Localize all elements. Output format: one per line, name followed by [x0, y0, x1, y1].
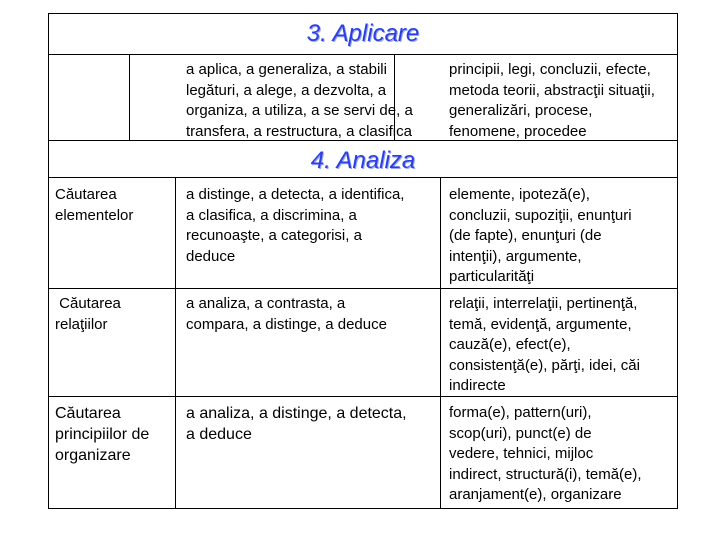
text-line: Căutarea [55, 405, 121, 422]
aplicare-verbs-cell [186, 60, 446, 142]
content-table [48, 13, 678, 509]
text-line: cauză(e), efect(e), [449, 336, 571, 353]
verbs-cell [186, 294, 446, 335]
row-label-cell [55, 403, 175, 466]
text-line: elemente, ipoteză(e), [449, 186, 590, 203]
text-line: generalizări, procese, [449, 102, 593, 119]
text-line: intenţii), argumente, [449, 247, 582, 265]
text-line: relaţiilor [55, 315, 108, 333]
verbs-cell [186, 185, 446, 267]
text-line: consistenţă(e), părţi, idei, căi [449, 356, 640, 374]
text-line: a clasifica, a discrimina, a [186, 206, 357, 224]
text-line: Căutarea [55, 186, 117, 203]
text-line: metoda teorii, abstracţii situaţii, [449, 81, 655, 99]
text-line: particularităţi [449, 268, 535, 285]
content-cell [449, 185, 679, 288]
row-label-cell [55, 185, 173, 226]
text-line: vedere, tehnici, mijloc [449, 445, 594, 462]
text-line: temă, evidenţă, argumente, [449, 315, 632, 333]
row-divider [49, 288, 677, 289]
text-line: a analiza, a distinge, a detecta, [186, 405, 407, 422]
row-label-cell [55, 294, 173, 335]
text-line: legături, a alege, a dezvolta, a [186, 81, 387, 99]
text-line: a analiza, a contrasta, a [186, 295, 346, 312]
text-line: compara, a distinge, a deduce [186, 315, 387, 333]
row-divider [49, 54, 677, 55]
text-line: organizare [55, 447, 131, 464]
aplicare-content-cell [449, 60, 679, 142]
text-line: forma(e), pattern(uri), [449, 404, 592, 421]
row-divider [49, 177, 677, 178]
text-line: fenomene, procedee [449, 122, 587, 140]
text-line: Căutarea [55, 295, 121, 312]
section-title-analiza: 4. Analiza [310, 147, 416, 174]
text-line: elementelor [55, 206, 134, 224]
column-divider [175, 177, 176, 508]
text-line: (de fapte), enunţuri (de [449, 227, 602, 244]
column-divider [129, 54, 130, 140]
text-line: concluzii, supoziţii, enunţuri [449, 206, 632, 224]
text-line: indirect, structură(i), temă(e), [449, 465, 642, 483]
content-cell [449, 294, 679, 397]
text-line: principiilor de [55, 426, 150, 443]
text-line: a distinge, a detecta, a identifica, [186, 186, 405, 203]
text-line: aranjament(e), organizare [449, 486, 622, 503]
text-line: relaţii, interrelaţii, pertinenţă, [449, 295, 638, 312]
text-line: indirecte [449, 377, 506, 394]
text-line: recunoaşte, a categorisi, a [186, 227, 362, 244]
text-line: transfera, a restructura, a clasifica [186, 122, 412, 140]
text-line: organiza, a utiliza, a se servi de, a [186, 102, 413, 119]
text-line: a deduce [186, 426, 252, 443]
text-line: principii, legi, concluzii, efecte, [449, 61, 651, 78]
section-title-aplicare: 3. Aplicare [306, 20, 420, 47]
content-cell [449, 403, 679, 506]
text-line: a aplica, a generaliza, a stabili [186, 61, 387, 78]
text-line: scop(uri), punct(e) de [449, 424, 592, 442]
text-line: deduce [186, 247, 236, 265]
verbs-cell [186, 403, 448, 445]
